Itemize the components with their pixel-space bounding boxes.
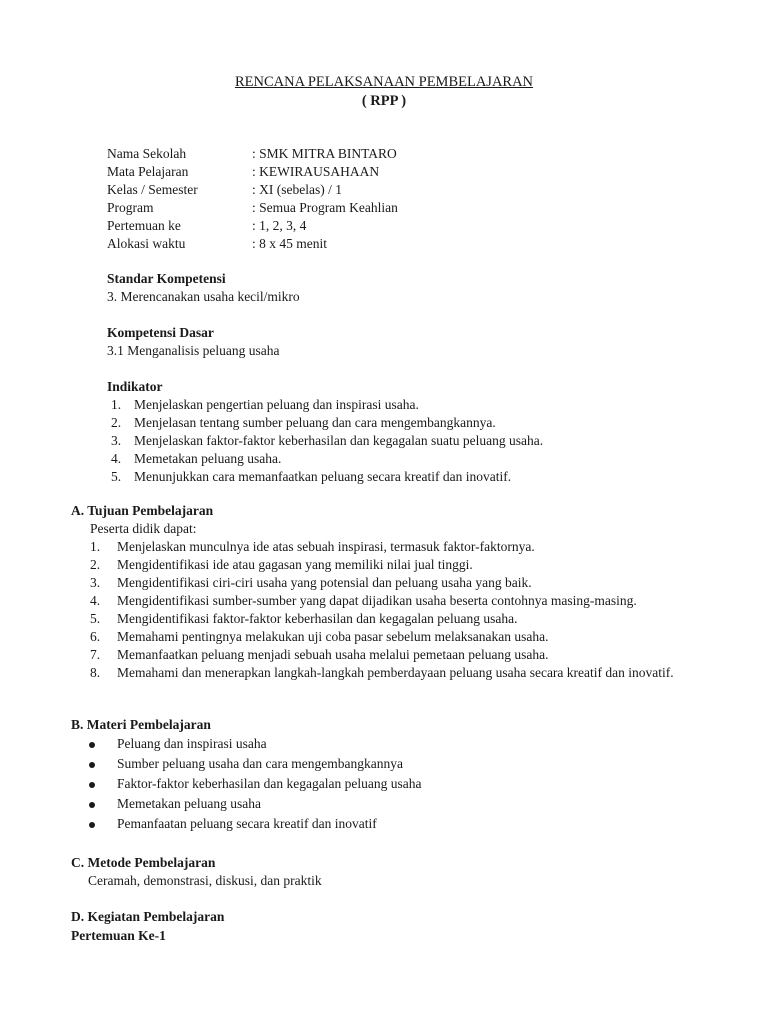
kegiatan-section xyxy=(71,907,224,945)
bullet-icon xyxy=(89,822,95,828)
item-number: 1. xyxy=(90,539,101,554)
item-number: 7. xyxy=(90,647,101,662)
standar-kompetensi-section xyxy=(107,269,300,306)
item-number: 8. xyxy=(90,665,101,680)
indikator-list xyxy=(107,396,543,486)
materi-section xyxy=(71,715,421,834)
bullet-icon xyxy=(89,782,95,788)
list-item xyxy=(90,592,697,610)
info-label: Alokasi waktu xyxy=(107,236,186,251)
metode-heading: C. Metode Pembelajaran xyxy=(71,855,216,870)
item-text: Menjelaskan munculnya ide atas sebuah inspirasi, termasuk faktor-faktornya. xyxy=(117,539,535,554)
list-item xyxy=(90,664,697,682)
item-text: Mengidentifikasi faktor-faktor keberhasilan dan kegagalan peluang usaha. xyxy=(117,611,518,626)
info-row xyxy=(107,181,398,199)
item-text: Pemanfaatan peluang secara kreatif dan inovatif xyxy=(117,816,377,831)
info-label: Kelas / Semester xyxy=(107,182,198,197)
item-text: Menjelasan tentang sumber peluang dan cara mengembangkannya. xyxy=(134,415,496,430)
materi-heading: B. Materi Pembelajaran xyxy=(71,717,211,732)
item-number: 5. xyxy=(111,469,122,484)
metode-section xyxy=(71,853,322,890)
item-number: 3. xyxy=(111,433,122,448)
info-label: Pertemuan ke xyxy=(107,218,181,233)
list-item xyxy=(90,574,697,592)
info-value: : SMK MITRA BINTARO xyxy=(252,146,397,161)
info-row xyxy=(107,199,398,217)
standar-kompetensi-text: 3. Merencanakan usaha kecil/mikro xyxy=(107,289,300,304)
document-title: RENCANA PELAKSANAAN PEMBELAJARAN xyxy=(234,74,534,90)
list-item xyxy=(107,450,543,468)
bullet-icon xyxy=(89,742,95,748)
list-item xyxy=(90,628,697,646)
item-text: Memetakan peluang usaha xyxy=(117,796,261,811)
info-value: : KEWIRAUSAHAAN xyxy=(252,164,380,179)
list-item xyxy=(90,610,697,628)
info-value: : 1, 2, 3, 4 xyxy=(252,218,307,233)
list-item xyxy=(85,814,421,834)
item-text: Memahami pentingnya melakukan uji coba pasar sebelum melaksanakan usaha. xyxy=(117,629,549,644)
kompetensi-dasar-section xyxy=(107,323,279,360)
list-item xyxy=(85,734,421,754)
standar-kompetensi-heading: Standar Kompetensi xyxy=(107,271,226,286)
item-number: 1. xyxy=(111,397,122,412)
kompetensi-dasar-heading: Kompetensi Dasar xyxy=(107,325,214,340)
info-row xyxy=(107,217,398,235)
bullet-icon xyxy=(89,802,95,808)
kegiatan-heading: D. Kegiatan Pembelajaran xyxy=(71,909,225,924)
info-value: : 8 x 45 menit xyxy=(252,236,327,251)
info-label: Program xyxy=(107,200,154,215)
document-subtitle: ( RPP ) xyxy=(361,93,407,109)
info-row xyxy=(107,145,398,163)
info-value: : Semua Program Keahlian xyxy=(252,200,398,215)
info-row xyxy=(107,163,398,181)
item-text: Mengidentifikasi ide atau gagasan yang memiliki nilai jual tinggi. xyxy=(117,557,473,572)
list-item xyxy=(85,794,421,814)
info-label: Nama Sekolah xyxy=(107,146,187,161)
list-item xyxy=(107,414,543,432)
item-number: 3. xyxy=(90,575,101,590)
item-text: Peluang dan inspirasi usaha xyxy=(117,736,267,751)
materi-list xyxy=(71,734,421,834)
item-number: 2. xyxy=(111,415,122,430)
item-text: Sumber peluang usaha dan cara mengembangkannya xyxy=(117,756,404,771)
info-row xyxy=(107,235,398,253)
item-number: 2. xyxy=(90,557,101,572)
tujuan-heading: A. Tujuan Pembelajaran xyxy=(71,503,214,518)
list-item xyxy=(85,754,421,774)
info-value: : XI (sebelas) / 1 xyxy=(252,182,342,197)
list-item xyxy=(90,538,697,556)
item-text: Mengidentifikasi ciri-ciri usaha yang potensial dan peluang usaha yang baik. xyxy=(117,575,532,590)
identity-table xyxy=(107,145,398,253)
list-item xyxy=(107,396,543,414)
item-text: Menjelaskan faktor-faktor keberhasilan dan kegagalan suatu peluang usaha. xyxy=(134,433,544,448)
list-item xyxy=(85,774,421,794)
item-text: Mengidentifikasi sumber-sumber yang dapat dijadikan usaha beserta contohnya masing-masing. xyxy=(117,593,637,608)
kompetensi-dasar-text: 3.1 Menganalisis peluang usaha xyxy=(107,343,280,358)
tujuan-section xyxy=(71,501,697,682)
item-number: 4. xyxy=(111,451,122,466)
indikator-heading: Indikator xyxy=(107,379,163,394)
item-text: Menunjukkan cara memanfaatkan peluang secara kreatif dan inovatif. xyxy=(134,469,512,484)
list-item xyxy=(90,646,697,664)
item-number: 5. xyxy=(90,611,101,626)
item-number: 4. xyxy=(90,593,101,608)
tujuan-intro: Peserta didik dapat: xyxy=(90,521,197,536)
metode-text: Ceramah, demonstrasi, diskusi, dan praktik xyxy=(88,873,322,888)
tujuan-list xyxy=(71,538,697,682)
list-item xyxy=(90,556,697,574)
item-number: 6. xyxy=(90,629,101,644)
item-text: Memahami dan menerapkan langkah-langkah pemberdayaan peluang usaha secara kreatif dan inovatif. xyxy=(117,665,674,680)
item-text: Memanfaatkan peluang menjadi sebuah usaha melalui pemetaan peluang usaha. xyxy=(117,647,549,662)
item-text: Faktor-faktor keberhasilan dan kegagalan peluang usaha xyxy=(117,776,422,791)
item-text: Memetakan peluang usaha. xyxy=(134,451,282,466)
bullet-icon xyxy=(89,762,95,768)
list-item xyxy=(107,432,543,450)
indikator-section xyxy=(107,377,543,486)
info-label: Mata Pelajaran xyxy=(107,164,189,179)
list-item xyxy=(107,468,543,486)
item-text: Menjelaskan pengertian peluang dan inspirasi usaha. xyxy=(134,397,419,412)
pertemuan-heading: Pertemuan Ke-1 xyxy=(71,928,166,943)
